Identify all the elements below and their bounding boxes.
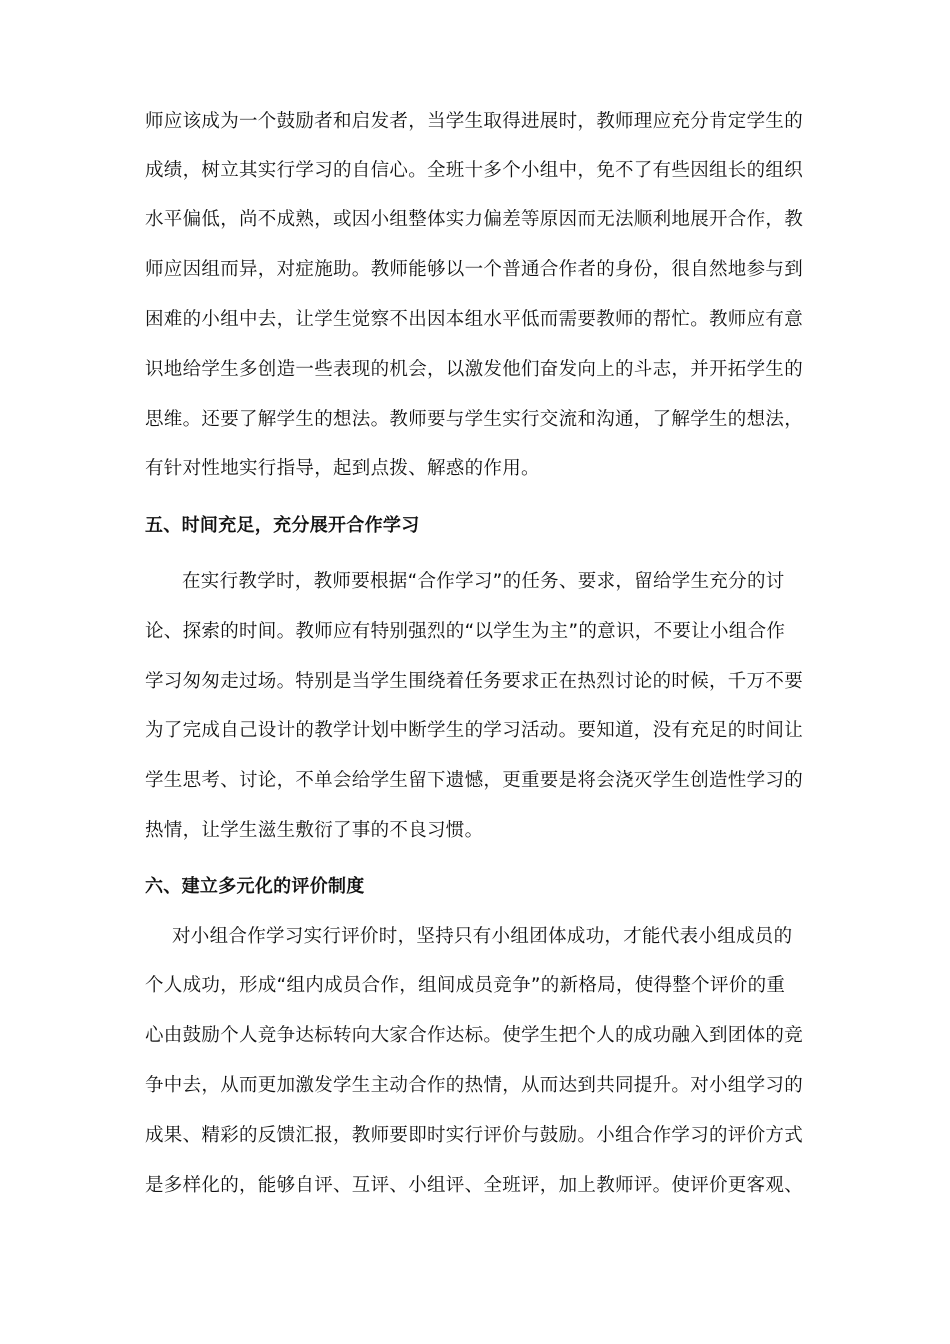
section-5-heading: 五、时间充足，充分展开合作学习 [145, 515, 420, 536]
section-6-line-4: 争中去，从而更加激发学生主动合作的热情，从而达到共同提升。对小组学习的 [145, 1075, 804, 1096]
paragraph-1-line-1: 师应该成为一个鼓励者和启发者，当学生取得进展时，教师理应充分肯定学生的 [145, 111, 804, 132]
paragraph-1-line-5: 困难的小组中去，让学生觉察不出因本组水平低而需要教师的帮忙。教师应有意 [145, 309, 804, 330]
paragraph-1-line-4: 师应因组而异，对症施助。教师能够以一个普通合作者的身份，很自然地参与到 [145, 259, 804, 280]
section-6-line-1: 对小组合作学习实行评价时，坚持只有小组团体成功，才能代表小组成员的 [172, 926, 793, 947]
section-6-line-5: 成果、精彩的反馈汇报，教师要即时实行评价与鼓励。小组合作学习的评价方式 [145, 1125, 804, 1146]
section-5-line-5: 学生思考、讨论，不单会给学生留下遗憾，更重要是将会浇灭学生创造性学习的 [145, 770, 804, 791]
section-5-line-2: 论、探索的时间。教师应有特别强烈的“以学生为主”的意识，不要让小组合作 [145, 621, 786, 642]
section-5-line-4: 为了完成自己设计的教学计划中断学生的学习活动。要知道，没有充足的时间让 [145, 720, 804, 741]
section-6-line-6: 是多样化的，能够自评、互评、小组评、全班评，加上教师评。使评价更客观、 [145, 1175, 804, 1196]
section-5-line-6: 热情，让学生滋生敷衍了事的不良习惯。 [145, 820, 484, 841]
section-6-line-3: 心由鼓励个人竞争达标转向大家合作达标。使学生把个人的成功融入到团体的竞 [145, 1025, 804, 1046]
paragraph-1-line-7: 思维。还要了解学生的想法。教师要与学生实行交流和沟通，了解学生的想法， [145, 409, 804, 430]
section-6-heading: 六、建立多元化的评价制度 [145, 876, 365, 897]
section-6-line-2: 个人成功，形成“组内成员合作，组间成员竞争”的新格局，使得整个评价的重 [145, 975, 786, 996]
paragraph-1-line-6: 识地给学生多创造一些表现的机会，以激发他们奋发向上的斗志，并开拓学生的 [145, 359, 804, 380]
paragraph-1-line-2: 成绩，树立其实行学习的自信心。全班十多个小组中，免不了有些因组长的组织 [145, 160, 804, 181]
section-5-line-1: 在实行教学时，教师要根据“合作学习”的任务、要求，留给学生充分的讨 [182, 571, 785, 592]
section-5-line-3: 学习匆匆走过场。特别是当学生围绕着任务要求正在热烈讨论的时候，千万不要 [145, 671, 804, 692]
paragraph-1-line-8: 有针对性地实行指导，起到点拨、解惑的作用。 [145, 458, 540, 479]
paragraph-1-line-3: 水平偏低，尚不成熟，或因小组整体实力偏差等原因而无法顺利地展开合作，教 [145, 209, 804, 230]
